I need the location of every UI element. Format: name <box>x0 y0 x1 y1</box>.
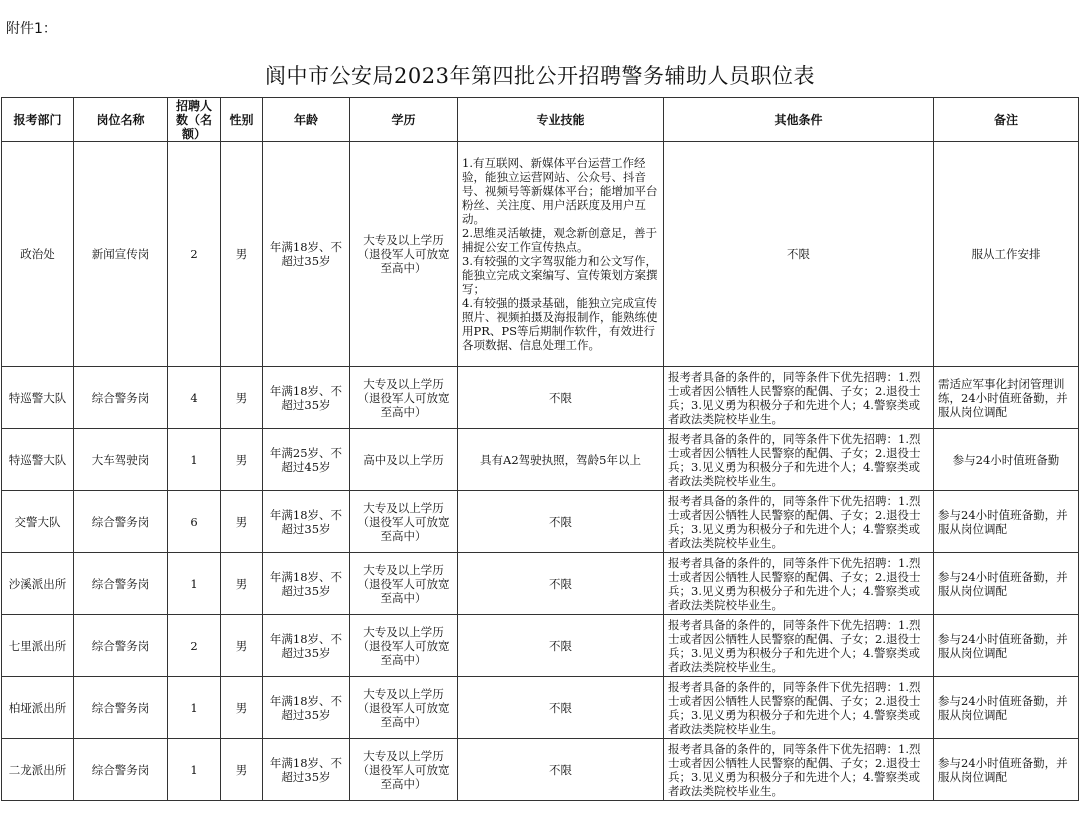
cell-dept: 特巡警大队 <box>2 367 74 429</box>
table-row <box>2 367 1079 429</box>
cell-position: 综合警务岗 <box>74 677 168 739</box>
positions-table <box>1 97 1079 801</box>
cell-dept: 特巡警大队 <box>2 429 74 491</box>
cell-gender: 男 <box>221 429 263 491</box>
cell-position: 综合警务岗 <box>74 367 168 429</box>
cell-other: 报考者具备的条件的，同等条件下优先招聘：1.烈士或者因公牺牲人民警察的配偶、子女；2.退役士兵；3.见义勇为积极分子和先进个人；4.警察类或者政法类院校毕业生。 <box>664 739 934 801</box>
cell-gender: 男 <box>221 491 263 553</box>
table-row <box>2 491 1079 553</box>
cell-gender: 男 <box>221 739 263 801</box>
header-remarks: 备注 <box>934 98 1079 142</box>
cell-education: 大专及以上学历（退役军人可放宽至高中） <box>350 553 458 615</box>
cell-dept: 交警大队 <box>2 491 74 553</box>
cell-remarks: 需适应军事化封闭管理训练，24小时值班备勤，并服从岗位调配 <box>934 367 1079 429</box>
cell-position: 综合警务岗 <box>74 615 168 677</box>
cell-gender: 男 <box>221 615 263 677</box>
cell-other: 报考者具备的条件的，同等条件下优先招聘：1.烈士或者因公牺牲人民警察的配偶、子女；2.退役士兵；3.见义勇为积极分子和先进个人；4.警察类或者政法类院校毕业生。 <box>664 429 934 491</box>
cell-position: 综合警务岗 <box>74 739 168 801</box>
cell-age: 年满18岁、不超过35岁 <box>263 739 350 801</box>
cell-count: 2 <box>168 142 221 367</box>
header-age: 年龄 <box>263 98 350 142</box>
table-row <box>2 553 1079 615</box>
cell-education: 大专及以上学历（退役军人可放宽至高中） <box>350 367 458 429</box>
cell-age: 年满25岁、不超过45岁 <box>263 429 350 491</box>
cell-gender: 男 <box>221 142 263 367</box>
cell-gender: 男 <box>221 367 263 429</box>
cell-skills: 不限 <box>458 677 664 739</box>
cell-age: 年满18岁、不超过35岁 <box>263 491 350 553</box>
cell-position: 大车驾驶岗 <box>74 429 168 491</box>
header-other: 其他条件 <box>664 98 934 142</box>
cell-position: 综合警务岗 <box>74 553 168 615</box>
cell-dept: 政治处 <box>2 142 74 367</box>
cell-age: 年满18岁、不超过35岁 <box>263 142 350 367</box>
cell-remarks: 参与24小时值班备勤，并服从岗位调配 <box>934 553 1079 615</box>
cell-age: 年满18岁、不超过35岁 <box>263 615 350 677</box>
cell-skills: 1.有互联网、新媒体平台运营工作经验，能独立运营网站、公众号、抖音号、视频号等新媒体平台；能增加平台粉丝、关注度、用户活跃度及用户互动。 2.思维灵活敏捷，观念新创意足，善于捕捉公安工作宣传热点。 3.有较强的文字驾驭能力和公文写作，能独立完成文案编写、宣传策划方案撰写； 4.有较强的摄录基础，能独立完成宣传照片、视频拍摄及海报制作，能熟练使用PR、PS等后期制作软件，有效进行各项数据、信息处理工作。 <box>458 142 664 367</box>
cell-age: 年满18岁、不超过35岁 <box>263 677 350 739</box>
table-header-row <box>2 98 1079 142</box>
header-position: 岗位名称 <box>74 98 168 142</box>
cell-gender: 男 <box>221 553 263 615</box>
cell-remarks: 参与24小时值班备勤 <box>934 429 1079 491</box>
cell-remarks: 服从工作安排 <box>934 142 1079 367</box>
cell-count: 1 <box>168 677 221 739</box>
page-title: 阆中市公安局2023年第四批公开招聘警务辅助人员职位表 <box>265 64 815 88</box>
cell-remarks: 参与24小时值班备勤，并服从岗位调配 <box>934 677 1079 739</box>
cell-dept: 柏垭派出所 <box>2 677 74 739</box>
cell-education: 大专及以上学历（退役军人可放宽至高中） <box>350 739 458 801</box>
cell-count: 1 <box>168 429 221 491</box>
cell-education: 大专及以上学历（退役军人可放宽至高中） <box>350 677 458 739</box>
cell-education: 高中及以上学历 <box>350 429 458 491</box>
cell-remarks: 参与24小时值班备勤，并服从岗位调配 <box>934 491 1079 553</box>
attachment-label: 附件1： <box>6 21 57 37</box>
cell-position: 新闻宣传岗 <box>74 142 168 367</box>
cell-other: 报考者具备的条件的，同等条件下优先招聘：1.烈士或者因公牺牲人民警察的配偶、子女；2.退役士兵；3.见义勇为积极分子和先进个人；4.警察类或者政法类院校毕业生。 <box>664 677 934 739</box>
cell-age: 年满18岁、不超过35岁 <box>263 553 350 615</box>
header-education: 学历 <box>350 98 458 142</box>
cell-dept: 七里派出所 <box>2 615 74 677</box>
cell-remarks: 参与24小时值班备勤，并服从岗位调配 <box>934 739 1079 801</box>
header-skills: 专业技能 <box>458 98 664 142</box>
cell-education: 大专及以上学历（退役军人可放宽至高中） <box>350 615 458 677</box>
cell-skills: 不限 <box>458 367 664 429</box>
cell-other: 报考者具备的条件的，同等条件下优先招聘：1.烈士或者因公牺牲人民警察的配偶、子女；2.退役士兵；3.见义勇为积极分子和先进个人；4.警察类或者政法类院校毕业生。 <box>664 553 934 615</box>
cell-other: 报考者具备的条件的，同等条件下优先招聘：1.烈士或者因公牺牲人民警察的配偶、子女；2.退役士兵；3.见义勇为积极分子和先进个人；4.警察类或者政法类院校毕业生。 <box>664 367 934 429</box>
cell-count: 2 <box>168 615 221 677</box>
table-row <box>2 429 1079 491</box>
cell-dept: 沙溪派出所 <box>2 553 74 615</box>
header-dept: 报考部门 <box>2 98 74 142</box>
cell-education: 大专及以上学历（退役军人可放宽至高中） <box>350 491 458 553</box>
cell-dept: 二龙派出所 <box>2 739 74 801</box>
header-count: 招聘人数（名额） <box>168 98 221 142</box>
cell-skills: 不限 <box>458 615 664 677</box>
cell-skills: 不限 <box>458 491 664 553</box>
cell-age: 年满18岁、不超过35岁 <box>263 367 350 429</box>
cell-skills: 不限 <box>458 739 664 801</box>
table-row <box>2 739 1079 801</box>
cell-count: 1 <box>168 739 221 801</box>
cell-other: 报考者具备的条件的，同等条件下优先招聘：1.烈士或者因公牺牲人民警察的配偶、子女；2.退役士兵；3.见义勇为积极分子和先进个人；4.警察类或者政法类院校毕业生。 <box>664 491 934 553</box>
cell-skills: 不限 <box>458 553 664 615</box>
cell-count: 4 <box>168 367 221 429</box>
cell-education: 大专及以上学历（退役军人可放宽至高中） <box>350 142 458 367</box>
table-row <box>2 142 1079 367</box>
cell-remarks: 参与24小时值班备勤，并服从岗位调配 <box>934 615 1079 677</box>
table-row <box>2 615 1079 677</box>
cell-count: 1 <box>168 553 221 615</box>
cell-position: 综合警务岗 <box>74 491 168 553</box>
cell-gender: 男 <box>221 677 263 739</box>
cell-other: 报考者具备的条件的，同等条件下优先招聘：1.烈士或者因公牺牲人民警察的配偶、子女；2.退役士兵；3.见义勇为积极分子和先进个人；4.警察类或者政法类院校毕业生。 <box>664 615 934 677</box>
header-gender: 性别 <box>221 98 263 142</box>
table-row <box>2 677 1079 739</box>
cell-other: 不限 <box>664 142 934 367</box>
cell-skills: 具有A2驾驶执照，驾龄5年以上 <box>458 429 664 491</box>
cell-count: 6 <box>168 491 221 553</box>
